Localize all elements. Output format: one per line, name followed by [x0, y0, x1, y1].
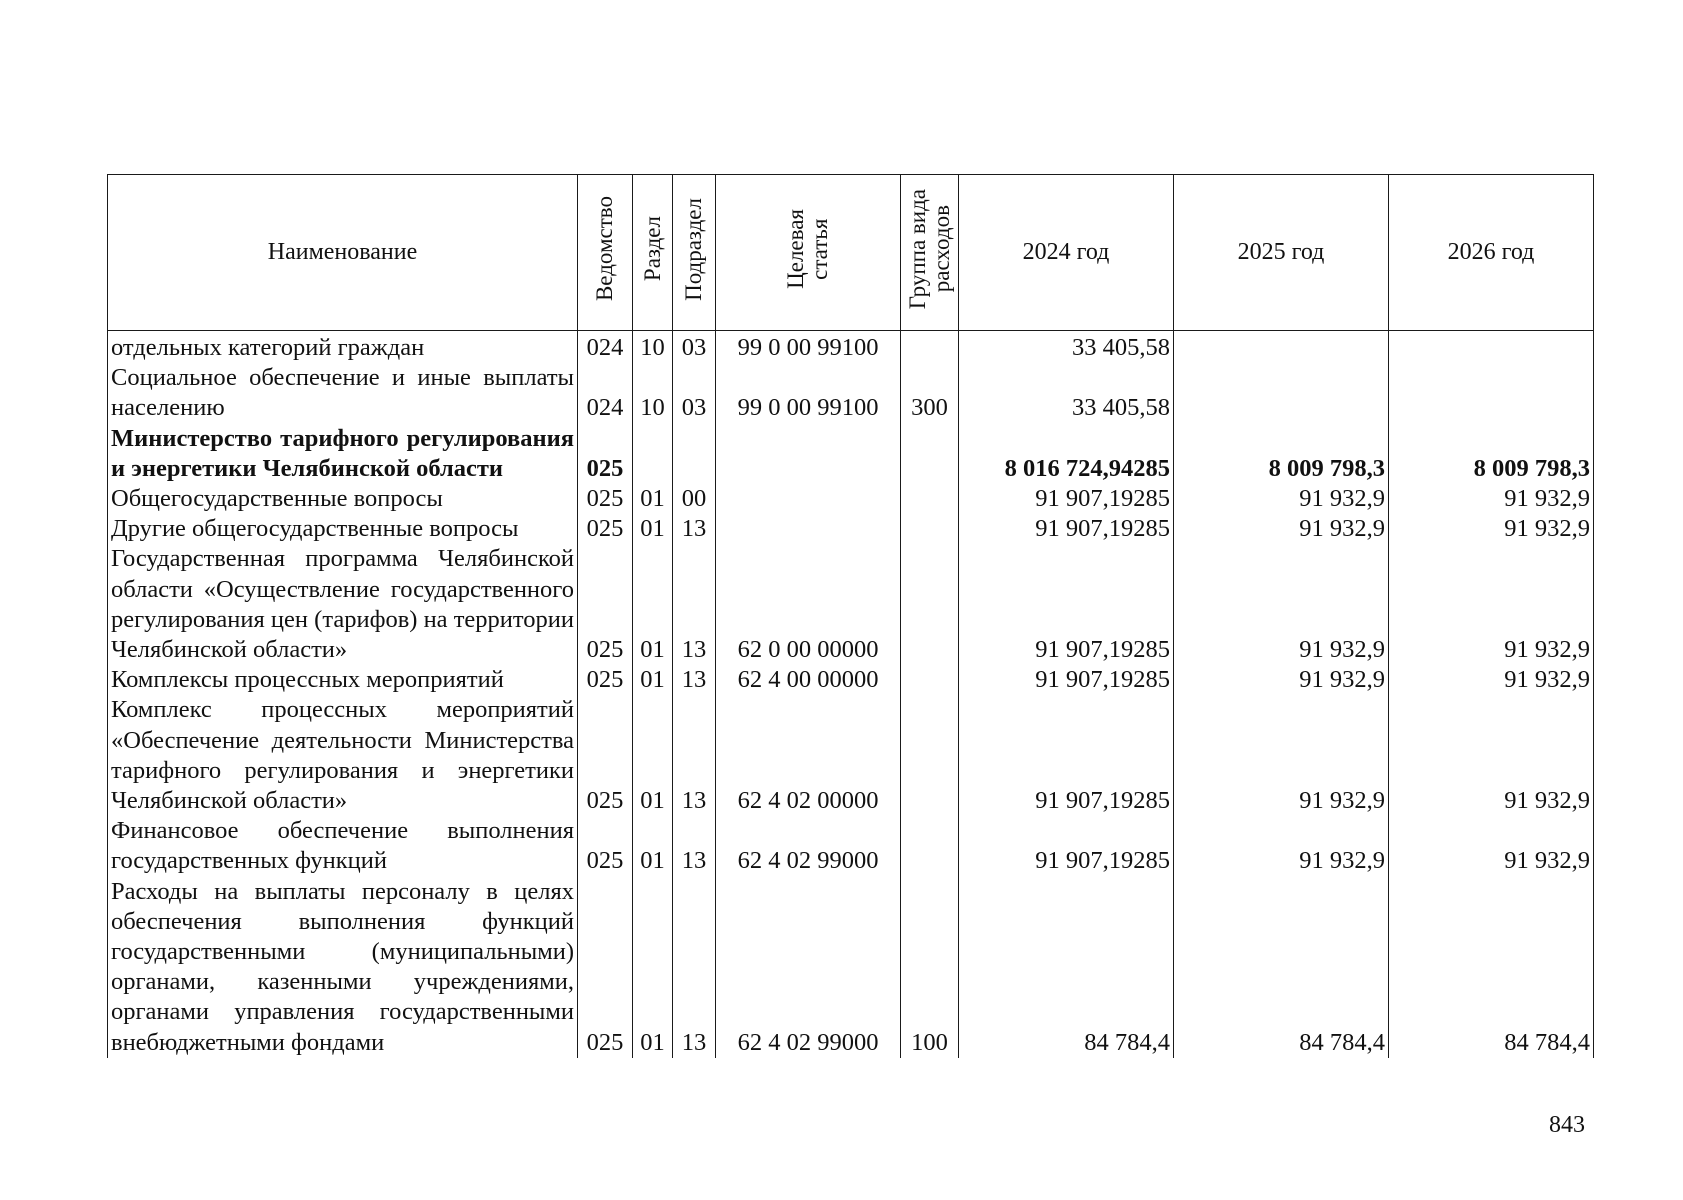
row-razdel: 01 — [633, 544, 673, 665]
row-podrazdel: 13 — [673, 514, 716, 544]
row-podrazdel: 13 — [673, 544, 716, 665]
header-celevaya-label: Целевая статья — [783, 209, 832, 289]
row-gruppa: 100 — [901, 877, 959, 1058]
row-2024: 91 907,19285 — [959, 695, 1174, 816]
row-2024: 84 784,4 — [959, 877, 1174, 1058]
row-podrazdel: 03 — [673, 331, 716, 364]
row-name: Комплекс процессных мероприятий «Обеспечение деятельности Министерства тарифного регулирования и энергетики Челябинской области» — [108, 695, 578, 816]
row-razdel: 10 — [633, 331, 673, 364]
row-gruppa — [901, 695, 959, 816]
row-vedomstvo: 025 — [578, 695, 633, 816]
row-name: Государственная программа Челябинской области «Осуществление государственного регулирования цен (тарифов) на территории Челябинской области» — [108, 544, 578, 665]
row-2026: 91 932,9 — [1389, 665, 1594, 695]
row-podrazdel: 13 — [673, 665, 716, 695]
row-celevaya: 62 4 02 99000 — [716, 877, 901, 1058]
row-celevaya: 62 4 02 00000 — [716, 695, 901, 816]
row-razdel: 01 — [633, 877, 673, 1058]
row-podrazdel: 03 — [673, 363, 716, 423]
row-name: отдельных категорий граждан — [108, 331, 578, 364]
row-name: Расходы на выплаты персоналу в целях обеспечения выполнения функций государственными (муниципальными) органами, казенными учреждениями, органами управления государственными внебюджетными фондами — [108, 877, 578, 1058]
row-razdel: 01 — [633, 665, 673, 695]
row-2026 — [1389, 363, 1594, 423]
row-celevaya — [716, 484, 901, 514]
row-gruppa — [901, 816, 959, 876]
table-row — [108, 484, 1594, 514]
row-2026: 84 784,4 — [1389, 877, 1594, 1058]
row-celevaya: 99 0 00 99100 — [716, 363, 901, 423]
row-2025: 84 784,4 — [1174, 877, 1389, 1058]
row-2026: 91 932,9 — [1389, 816, 1594, 876]
row-2025: 91 932,9 — [1174, 544, 1389, 665]
table-row — [108, 665, 1594, 695]
row-gruppa — [901, 514, 959, 544]
table-row — [108, 514, 1594, 544]
row-2026: 91 932,9 — [1389, 484, 1594, 514]
row-2024: 8 016 724,94285 — [959, 424, 1174, 484]
row-vedomstvo: 025 — [578, 424, 633, 484]
row-name: Социальное обеспечение и иные выплаты населению — [108, 363, 578, 423]
row-podrazdel — [673, 424, 716, 484]
row-gruppa — [901, 544, 959, 665]
row-razdel: 10 — [633, 363, 673, 423]
table-row — [108, 816, 1594, 876]
row-podrazdel: 13 — [673, 816, 716, 876]
row-vedomstvo: 025 — [578, 877, 633, 1058]
row-2024: 91 907,19285 — [959, 816, 1174, 876]
row-razdel: 01 — [633, 484, 673, 514]
row-2024: 91 907,19285 — [959, 514, 1174, 544]
row-2026 — [1389, 331, 1594, 364]
row-name: Финансовое обеспечение выполнения государственных функций — [108, 816, 578, 876]
row-podrazdel: 00 — [673, 484, 716, 514]
header-podrazdel — [673, 175, 716, 331]
row-celevaya: 62 4 02 99000 — [716, 816, 901, 876]
row-2024: 91 907,19285 — [959, 484, 1174, 514]
row-gruppa — [901, 484, 959, 514]
row-2025: 91 932,9 — [1174, 665, 1389, 695]
row-vedomstvo: 025 — [578, 544, 633, 665]
table-row — [108, 363, 1594, 423]
header-2024: 2024 год — [959, 175, 1174, 331]
table-row — [108, 695, 1594, 816]
row-gruppa: 300 — [901, 363, 959, 423]
row-razdel — [633, 424, 673, 484]
row-2024: 91 907,19285 — [959, 544, 1174, 665]
row-celevaya: 62 0 00 00000 — [716, 544, 901, 665]
table-row — [108, 877, 1594, 1058]
row-celevaya — [716, 424, 901, 484]
row-name: Министерство тарифного регулирования и энергетики Челябинской области — [108, 424, 578, 484]
row-vedomstvo: 025 — [578, 816, 633, 876]
row-2025: 8 009 798,3 — [1174, 424, 1389, 484]
row-vedomstvo: 025 — [578, 514, 633, 544]
header-gruppa-label: Группа вида расходов — [904, 188, 954, 310]
row-razdel: 01 — [633, 695, 673, 816]
row-2024: 91 907,19285 — [959, 665, 1174, 695]
row-vedomstvo: 024 — [578, 331, 633, 364]
header-razdel-label: Раздел — [639, 216, 665, 282]
row-2025: 91 932,9 — [1174, 514, 1389, 544]
row-2026: 91 932,9 — [1389, 544, 1594, 665]
row-gruppa — [901, 424, 959, 484]
row-name: Другие общегосударственные вопросы — [108, 514, 578, 544]
row-2026: 8 009 798,3 — [1389, 424, 1594, 484]
row-gruppa — [901, 665, 959, 695]
header-razdel — [633, 175, 673, 331]
row-2024: 33 405,58 — [959, 331, 1174, 364]
row-razdel: 01 — [633, 514, 673, 544]
header-podrazdel-label: Подраздел — [681, 197, 706, 301]
row-celevaya: 62 4 00 00000 — [716, 665, 901, 695]
header-gruppa — [901, 175, 959, 331]
row-2025: 91 932,9 — [1174, 484, 1389, 514]
row-2026: 91 932,9 — [1389, 514, 1594, 544]
budget-table — [107, 174, 1594, 1058]
page-number: 843 — [1549, 1112, 1585, 1138]
header-celevaya — [716, 175, 901, 331]
row-2025: 91 932,9 — [1174, 816, 1389, 876]
row-razdel: 01 — [633, 816, 673, 876]
row-2024: 33 405,58 — [959, 363, 1174, 423]
row-vedomstvo: 025 — [578, 665, 633, 695]
row-vedomstvo: 024 — [578, 363, 633, 423]
header-name: Наименование — [108, 175, 578, 331]
header-vedomstvo — [578, 175, 633, 331]
row-name: Общегосударственные вопросы — [108, 484, 578, 514]
row-2025 — [1174, 363, 1389, 423]
table-row — [108, 424, 1594, 484]
table-row — [108, 544, 1594, 665]
header-vedomstvo-label: Ведомство — [592, 196, 617, 302]
row-2026: 91 932,9 — [1389, 695, 1594, 816]
table-row — [108, 331, 1594, 364]
table-header-row — [108, 175, 1594, 331]
row-2025: 91 932,9 — [1174, 695, 1389, 816]
row-celevaya: 99 0 00 99100 — [716, 331, 901, 364]
header-2025: 2025 год — [1174, 175, 1389, 331]
header-2026: 2026 год — [1389, 175, 1594, 331]
row-gruppa — [901, 331, 959, 364]
row-name: Комплексы процессных мероприятий — [108, 665, 578, 695]
row-podrazdel: 13 — [673, 695, 716, 816]
row-vedomstvo: 025 — [578, 484, 633, 514]
row-celevaya — [716, 514, 901, 544]
row-2025 — [1174, 331, 1389, 364]
row-podrazdel: 13 — [673, 877, 716, 1058]
